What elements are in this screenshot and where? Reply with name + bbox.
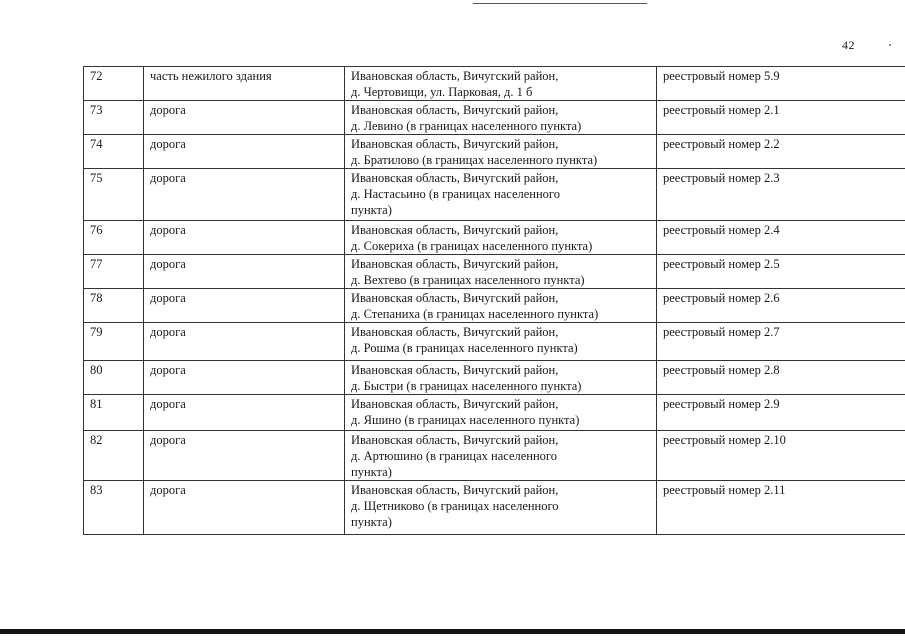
table-row (84, 221, 905, 255)
address-line: Ивановская область, Вичугский район, (351, 137, 559, 151)
object-address (345, 289, 657, 323)
table-row (84, 361, 905, 395)
object-address (345, 361, 657, 395)
table-body (84, 67, 905, 535)
object-address (345, 67, 657, 101)
address-line: Ивановская область, Вичугский район, (351, 257, 559, 271)
registry-number: реестровый номер 2.5 (657, 255, 905, 289)
address-line: Ивановская область, Вичугский район, (351, 69, 559, 83)
object-type: дорога (144, 135, 345, 169)
row-number: 79 (84, 323, 144, 361)
object-address (345, 481, 657, 535)
object-type: дорога (144, 395, 345, 431)
object-address (345, 431, 657, 481)
address-line: Ивановская область, Вичугский район, (351, 171, 559, 185)
object-address (345, 101, 657, 135)
object-type: часть нежилого здания (144, 67, 345, 101)
object-type: дорога (144, 323, 345, 361)
address-line: д. Настасьино (в границах населенного (351, 187, 560, 201)
object-type: дорога (144, 255, 345, 289)
address-line: пункта) (351, 203, 392, 217)
address-line: д. Быстри (в границах населенного пункта) (351, 379, 582, 393)
object-type: дорога (144, 431, 345, 481)
row-number: 74 (84, 135, 144, 169)
table-row (84, 169, 905, 221)
object-address (345, 323, 657, 361)
object-type: дорога (144, 289, 345, 323)
address-line: д. Рошма (в границах населенного пункта) (351, 341, 578, 355)
address-line: д. Артюшино (в границах населенного (351, 449, 557, 463)
address-line: Ивановская область, Вичугский район, (351, 223, 559, 237)
registry-number: реестровый номер 2.3 (657, 169, 905, 221)
object-type: дорога (144, 481, 345, 535)
row-number: 77 (84, 255, 144, 289)
address-line: д. Сокериха (в границах населенного пункта) (351, 239, 593, 253)
address-line: д. Левино (в границах населенного пункта) (351, 119, 582, 133)
registry-number: реестровый номер 2.6 (657, 289, 905, 323)
registry-number: реестровый номер 2.11 (657, 481, 905, 535)
scan-speck (889, 44, 891, 46)
row-number: 82 (84, 431, 144, 481)
address-line: д. Степаниха (в границах населенного пункта) (351, 307, 599, 321)
row-number: 78 (84, 289, 144, 323)
row-number: 72 (84, 67, 144, 101)
address-line: Ивановская область, Вичугский район, (351, 363, 559, 377)
registry-number: реестровый номер 2.8 (657, 361, 905, 395)
object-address (345, 255, 657, 289)
object-type: дорога (144, 101, 345, 135)
row-number: 83 (84, 481, 144, 535)
address-line: Ивановская область, Вичугский район, (351, 325, 559, 339)
table-row (84, 67, 905, 101)
object-type: дорога (144, 169, 345, 221)
row-number: 75 (84, 169, 144, 221)
address-line: Ивановская область, Вичугский район, (351, 397, 559, 411)
object-address (345, 221, 657, 255)
address-line: пункта) (351, 465, 392, 479)
address-line: д. Чертовищи, ул. Парковая, д. 1 б (351, 85, 533, 99)
object-type: дорога (144, 361, 345, 395)
address-line: д. Щетниково (в границах населенного (351, 499, 559, 513)
table-row (84, 101, 905, 135)
table-row (84, 135, 905, 169)
table-row (84, 431, 905, 481)
object-address (345, 169, 657, 221)
address-line: Ивановская область, Вичугский район, (351, 433, 559, 447)
top-rule (473, 3, 647, 4)
address-line: д. Вехтево (в границах населенного пункта) (351, 273, 585, 287)
scan-bottom-edge (0, 629, 905, 634)
address-line: Ивановская область, Вичугский район, (351, 103, 559, 117)
row-number: 76 (84, 221, 144, 255)
address-line: д. Братилово (в границах населенного пункта) (351, 153, 598, 167)
registry-number: реестровый номер 2.1 (657, 101, 905, 135)
table-row (84, 255, 905, 289)
table-row (84, 323, 905, 361)
address-line: Ивановская область, Вичугский район, (351, 291, 559, 305)
property-registry-table (83, 66, 905, 535)
table-row (84, 481, 905, 535)
address-line: Ивановская область, Вичугский район, (351, 483, 559, 497)
registry-number: реестровый номер 2.2 (657, 135, 905, 169)
address-line: д. Яшино (в границах населенного пункта) (351, 413, 580, 427)
object-address (345, 395, 657, 431)
table-row (84, 395, 905, 431)
object-address (345, 135, 657, 169)
registry-number: реестровый номер 2.9 (657, 395, 905, 431)
row-number: 81 (84, 395, 144, 431)
table-row (84, 289, 905, 323)
registry-number: реестровый номер 2.4 (657, 221, 905, 255)
registry-number: реестровый номер 2.7 (657, 323, 905, 361)
address-line: пункта) (351, 515, 392, 529)
registry-number: реестровый номер 5.9 (657, 67, 905, 101)
page-number: 42 (842, 38, 855, 52)
object-type: дорога (144, 221, 345, 255)
row-number: 80 (84, 361, 144, 395)
registry-number: реестровый номер 2.10 (657, 431, 905, 481)
row-number: 73 (84, 101, 144, 135)
